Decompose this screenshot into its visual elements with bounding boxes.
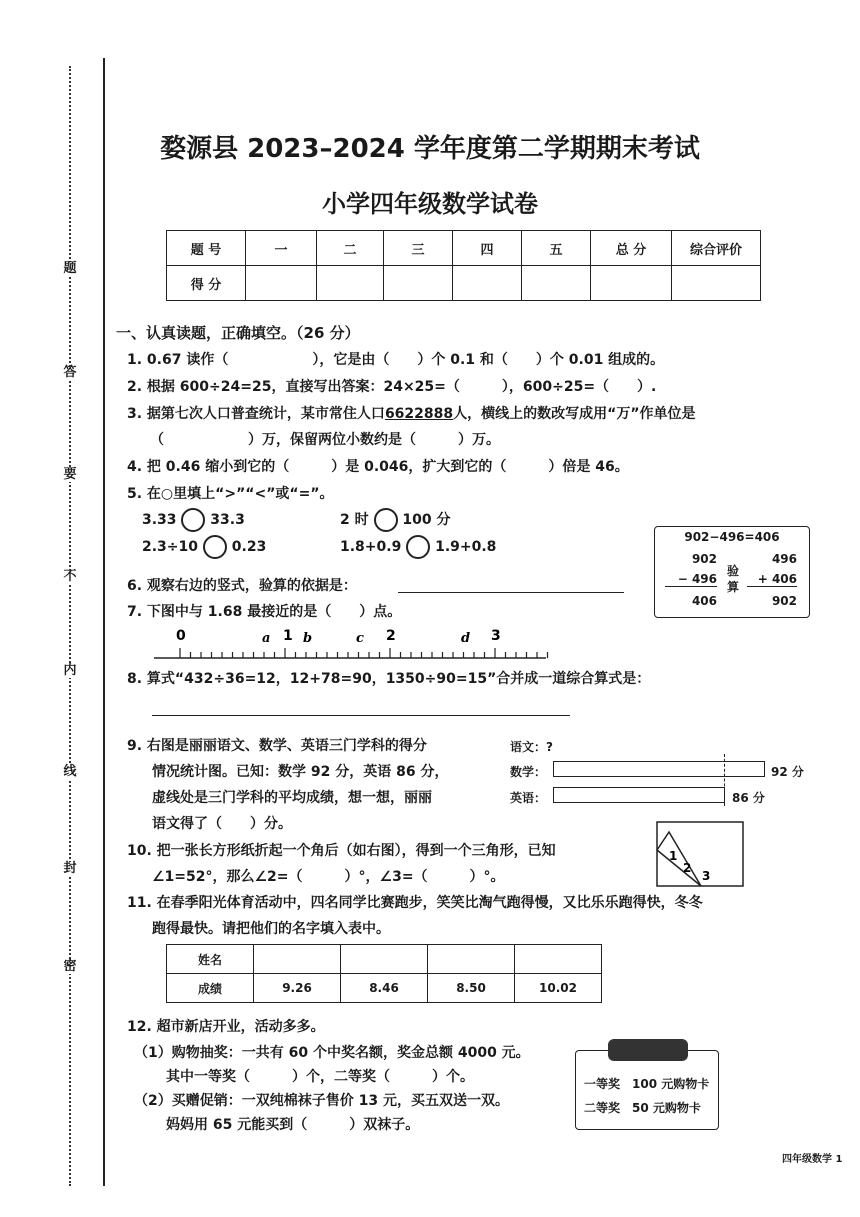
question-8: 8. 算式“432÷36=12，12+78=90，1350÷90=15”合并成一道综合算式是：	[127, 671, 651, 687]
question-11-line: 11. 在春季阳光体育活动中，四名同学比赛跑步，笑笑比淘气跑得慢，又比乐乐跑得快，冬冬	[127, 895, 703, 911]
seal-char: 封	[63, 861, 77, 876]
population-number: 6622888	[384, 406, 454, 422]
question-6: 6. 观察右边的竖式，验算的依据是：	[127, 578, 357, 594]
binding-solid-line	[103, 58, 105, 1186]
calc-left-3: 406	[691, 594, 717, 608]
score-header-cell: 总 分	[591, 231, 672, 266]
compare-right: 100 分	[402, 512, 451, 528]
section-heading: 一、认真读题，正确填空。（26 分）	[116, 324, 360, 342]
point-label: b	[303, 631, 313, 646]
compare-right: 0.23	[231, 539, 267, 555]
calc-left-1: 902	[691, 552, 717, 566]
score-row-label: 得 分	[167, 266, 246, 301]
calc-check-label: 验算	[727, 564, 740, 594]
point-label: a	[262, 631, 271, 646]
prize-second: 二等奖 50 元购物卡	[584, 1101, 701, 1115]
number-line	[150, 624, 550, 666]
math-score-bar	[553, 761, 765, 777]
question-9-line: 语文得了（ ）分。	[152, 816, 292, 832]
score-input-cell[interactable]	[246, 266, 317, 301]
score-table	[166, 230, 761, 301]
compare-circle[interactable]	[374, 508, 398, 532]
calc-right-2: + 406	[747, 572, 797, 587]
score-header-cell: 四	[453, 231, 522, 266]
prize-banner-graphic	[608, 1039, 688, 1061]
name-input-cell[interactable]	[254, 945, 341, 974]
score-header-cell: 二	[317, 231, 384, 266]
race-score-cell: 9.26	[254, 974, 341, 1003]
name-input-cell[interactable]	[341, 945, 428, 974]
seal-char: 题	[63, 261, 77, 276]
score-header-cell: 题 号	[167, 231, 246, 266]
score-input-cell[interactable]	[591, 266, 672, 301]
question-10-line: 10. 把一张长方形纸折起一个角后（如右图），得到一个三角形，已知	[127, 843, 556, 859]
question-12-line: （2）买赠促销：一双纯棉袜子售价 13 元，买五双送一双。	[134, 1093, 509, 1109]
question-12-line: （1）购物抽奖：一共有 60 个中奖名额，奖金总额 4000 元。	[134, 1045, 530, 1061]
compare-left: 2 时	[340, 512, 369, 528]
average-dashed-line	[724, 754, 725, 806]
race-row-label: 姓名	[167, 945, 254, 974]
question-9-line: 虚线处是三门学科的平均成绩，想一想，丽丽	[152, 790, 432, 806]
tick-label: 2	[386, 628, 396, 644]
tick-label: 1	[283, 628, 293, 644]
compare-circle[interactable]	[406, 535, 430, 559]
question-12-line: 妈妈用 65 元能买到（ ）双袜子。	[166, 1117, 420, 1133]
question-3-blanks: （ ）万，保留两位小数约是（ ）万。	[150, 432, 500, 448]
calc-right-1: 496	[771, 552, 797, 566]
tick-label: 3	[491, 628, 501, 644]
compare-right: 1.9+0.8	[435, 539, 497, 555]
race-table	[166, 944, 602, 1003]
name-input-cell[interactable]	[428, 945, 515, 974]
exam-subtitle: 小学四年级数学试卷	[322, 190, 538, 218]
tick-label: 0	[176, 628, 186, 644]
question-12-line: 12. 超市新店开业，活动多多。	[127, 1019, 325, 1035]
seal-char: 不	[63, 569, 77, 584]
compare-circle[interactable]	[203, 535, 227, 559]
score-input-cell[interactable]	[317, 266, 384, 301]
compare-left: 2.3÷10	[142, 539, 199, 555]
score-input-cell[interactable]	[672, 266, 761, 301]
angle-label: 1	[669, 849, 678, 863]
question-4: 4. 把 0.46 缩小到它的（ ）是 0.046，扩大到它的（ ）倍是 46。	[127, 459, 629, 475]
seal-char: 要	[63, 467, 77, 482]
answer-line[interactable]	[398, 592, 624, 593]
page-footer: 四年级数学 1	[782, 1154, 843, 1165]
chart-label-chinese: 语文：?	[510, 740, 553, 754]
prize-first: 一等奖 100 元购物卡	[584, 1077, 710, 1091]
point-label: c	[356, 631, 364, 646]
folded-paper-figure	[655, 820, 745, 888]
score-header-cell: 综合评价	[672, 231, 761, 266]
question-3-text-a: 3. 据第七次人口普查统计，某市常住人口	[127, 406, 385, 422]
english-score-bar	[553, 787, 725, 803]
question-2: 2. 根据 600÷24=25，直接写出答案：24×25=（ ），600÷25=（ ）.	[127, 379, 657, 395]
name-input-cell[interactable]	[515, 945, 602, 974]
question-12-line: 其中一等奖（ ）个，二等奖（ ）个。	[166, 1069, 474, 1085]
exam-title: 婺源县 2023–2024 学年度第二学期期末考试	[160, 134, 700, 164]
question-9-line: 9. 右图是丽丽语文、数学、英语三门学科的得分	[127, 738, 427, 754]
score-input-cell[interactable]	[522, 266, 591, 301]
seal-char: 答	[63, 365, 77, 380]
question-1: 1. 0.67 读作（ ），它是由（ ）个 0.1 和（ ）个 0.01 组成的。	[127, 352, 665, 368]
compare-left: 3.33	[142, 512, 177, 528]
compare-item	[340, 535, 496, 559]
math-score-value: 92 分	[771, 765, 804, 779]
score-input-cell[interactable]	[384, 266, 453, 301]
score-header-cell: 五	[522, 231, 591, 266]
calc-right-3: 902	[771, 594, 797, 608]
chart-label-english: 英语：	[510, 791, 547, 805]
question-5: 5. 在○里填上“>”“<”或“=”。	[127, 486, 334, 502]
compare-item	[142, 508, 245, 532]
question-11-line: 跑得最快。请把他们的名字填入表中。	[152, 921, 390, 937]
prize-box	[575, 1050, 719, 1130]
race-score-cell: 8.46	[341, 974, 428, 1003]
seal-char: 线	[63, 764, 77, 779]
score-header-cell: 一	[246, 231, 317, 266]
point-label: d	[461, 631, 471, 646]
question-7: 7. 下图中与 1.68 最接近的是（ ）点。	[127, 604, 402, 620]
angle-label: 3	[702, 869, 711, 883]
race-score-cell: 8.50	[428, 974, 515, 1003]
race-score-cell: 10.02	[515, 974, 602, 1003]
calc-left-2: − 496	[665, 572, 717, 587]
question-3-text-b: 人，横线上的数改写成用“万”作单位是	[453, 406, 696, 422]
compare-item	[340, 508, 450, 532]
question-10-line: ∠1=52°，那么∠2=（ ）°，∠3=（ ）°。	[152, 869, 505, 885]
compare-circle[interactable]	[181, 508, 205, 532]
chart-label-math: 数学：	[510, 765, 547, 779]
seal-char: 密	[63, 959, 77, 974]
compare-left: 1.8+0.9	[340, 539, 402, 555]
binding-dotted-line	[69, 66, 71, 1186]
calc-equation: 902−496=406	[684, 530, 780, 544]
english-score-value: 86 分	[732, 791, 765, 805]
race-row-label: 成绩	[167, 974, 254, 1003]
question-3	[127, 403, 696, 423]
angle-label: 2	[683, 861, 692, 875]
score-header-cell: 三	[384, 231, 453, 266]
compare-right: 33.3	[210, 512, 245, 528]
answer-line[interactable]	[152, 715, 570, 716]
compare-item	[142, 535, 266, 559]
seal-char: 内	[63, 663, 77, 678]
question-9-line: 情况统计图。已知：数学 92 分，英语 86 分，	[152, 764, 449, 780]
vertical-calc-box	[654, 526, 810, 618]
score-input-cell[interactable]	[453, 266, 522, 301]
